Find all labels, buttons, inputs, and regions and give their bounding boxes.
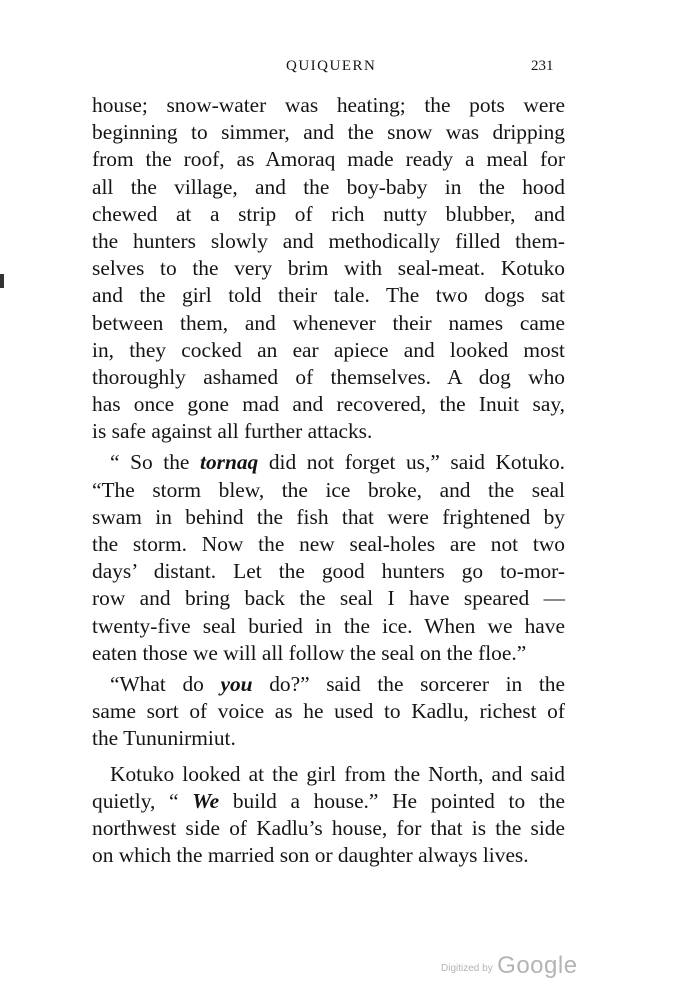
text-line [92,558,565,585]
line-text: the storm. Now the new seal-holes are not two [92,532,565,556]
line-text: “ So the [110,450,200,475]
paragraph [92,92,565,445]
text-line [92,449,565,476]
line-text: has once gone mad and recovered, the Inuit say, [92,392,565,417]
line-text: the hunters slowly and methodically filled them- [92,228,565,253]
line-text: “The storm blew, the ice broke, and the seal [92,477,565,502]
line-text: the Tununirmiut. [92,726,236,751]
text-line [92,788,565,815]
text-line [92,146,565,173]
line-text: “What do [110,671,221,696]
text-line [92,310,565,337]
line-text: row and bring back the seal I have speared — [92,586,565,611]
italic-word: We [192,788,220,813]
line-text: Kotuko looked at the girl from the North, and said [110,761,565,786]
paragraph [92,671,565,753]
text-line [92,698,565,725]
text-line [92,477,565,504]
text-line [92,842,565,869]
text-line [92,337,565,364]
digitized-watermark [441,952,578,980]
line-text: is safe against all further attacks. [92,419,373,444]
text-line [92,640,565,667]
line-text: swam in behind the fish that were frightened by [92,504,565,529]
text-line [92,391,565,418]
line-text: twenty-five seal buried in the ice. When we have [92,613,565,638]
text-line [92,815,565,842]
line-text: days’ distant. Let the good hunters go to-mor- [92,559,565,584]
text-line [92,504,565,531]
line-text: do?” said the sorcerer in the [252,671,565,696]
text-line [92,761,565,788]
text-line [92,174,565,201]
line-text: on which the married son or daughter always lives. [92,843,529,868]
line-text: quietly, “ [92,788,193,813]
running-head: QUIQUERN [286,58,377,74]
italic-word: tornaq [200,450,259,475]
google-logo: Google [497,952,578,979]
text-line [92,201,565,228]
italic-word: you [220,671,253,696]
line-text: and the girl told their tale. The two dogs sat [92,283,565,308]
line-text: selves to the very brim with seal-meat. Kotuko [92,256,565,281]
page-number: 231 [531,58,554,74]
line-text: build a house.” He pointed to the [219,788,565,813]
line-text: between them, and whenever their names came [92,310,565,335]
text-line [92,282,565,309]
line-text: thoroughly ashamed of themselves. A dog who [92,364,565,389]
line-text: same sort of voice as he used to Kadlu, richest of [92,699,565,724]
text-line [92,364,565,391]
paragraph [92,449,565,667]
line-text: all the village, and the boy-baby in the hood [92,174,565,199]
text-line [92,119,565,146]
page-header [0,58,675,84]
line-text: northwest side of Kadlu’s house, for that is the side [92,815,565,840]
paragraph [92,761,565,870]
text-line [92,255,565,282]
line-text: house; snow-water was heating; the pots were [92,93,565,117]
text-line [92,228,565,255]
text-line [92,92,565,119]
line-text: in, they cocked an ear apiece and looked most [92,337,565,362]
line-text: did not forget us,” said Kotuko. [258,450,565,475]
line-text: beginning to simmer, and the snow was dripping [92,120,565,145]
text-line [92,585,565,612]
digitized-by-label: Digitized by [441,963,493,974]
line-text: from the roof, as Amoraq made ready a meal for [92,147,565,172]
body-text [92,92,565,869]
line-text: chewed at a strip of rich nutty blubber, and [92,201,565,226]
margin-mark [0,274,4,288]
text-line [92,671,565,698]
text-line [92,531,565,558]
text-line [92,613,565,640]
text-line [92,725,565,752]
line-text: eaten those we will all follow the seal on the floe.” [92,640,527,665]
text-line [92,418,565,445]
